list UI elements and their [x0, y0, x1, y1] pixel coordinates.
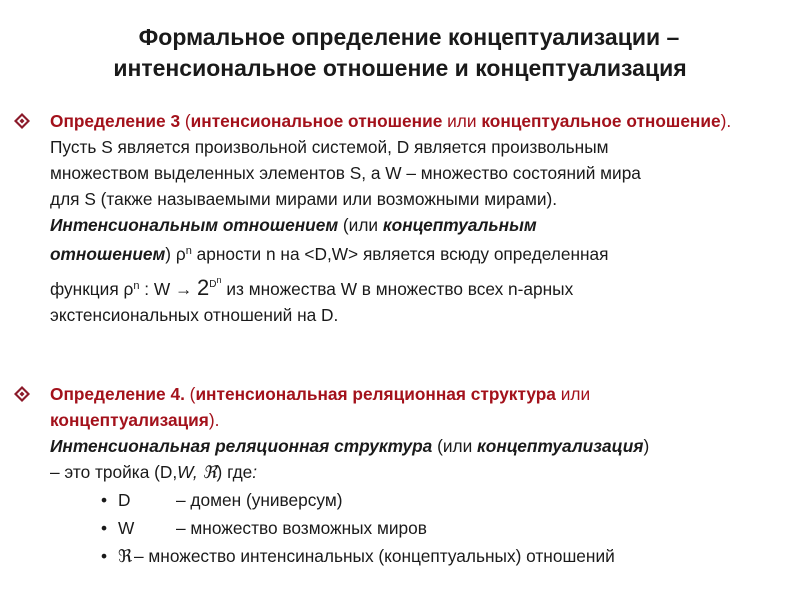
paren-close: ). [720, 111, 732, 131]
triple-symbols: W, ℜ [177, 462, 217, 482]
triple-where: ) где [216, 462, 253, 482]
term-relational-structure: интенсиональная реляционная структура [195, 384, 556, 404]
paren-close: ). [208, 410, 220, 430]
bullet-dot: • [101, 546, 108, 566]
definition-4-text [50, 381, 795, 485]
slide-title [0, 22, 800, 84]
list-description: – домен (универсум) [176, 490, 343, 510]
superscript-n-3: n [216, 275, 222, 285]
bullet-dot: • [101, 518, 108, 538]
definition-4-label: Определение 4. [50, 384, 185, 404]
term-conceptual-relation: концептуальное отношение [481, 111, 721, 131]
list-symbol: W [118, 518, 135, 538]
def3-line-a: Пусть S является произвольной системой, D является произвольным [50, 137, 609, 157]
superscript-d: D [209, 279, 217, 290]
list-symbol: D [118, 490, 131, 510]
term-conceptualization: концептуализация [50, 410, 209, 430]
def3-line-c: для S (также называемыми мирами или возможными мирами). [50, 189, 558, 209]
term-intensional-relation: интенсиональное отношение [190, 111, 443, 131]
definition-3-label: Определение 3 [50, 111, 181, 131]
superscript-n: n [185, 245, 192, 257]
paren-open: ( [184, 384, 196, 404]
list-symbol: ℜ [118, 546, 133, 566]
title-line-1: Формальное определение концептуализации – [138, 24, 680, 50]
or-word: или [555, 384, 591, 404]
relation-term: отношением [50, 244, 166, 264]
conceptual-term: концептуальным [382, 215, 537, 235]
bullet-dot: • [101, 490, 108, 510]
list-description: – множество возможных миров [176, 518, 427, 538]
arity-text: арности n на <D,W> является всюду определенная [191, 244, 609, 264]
paren-open: ( [180, 111, 191, 131]
colon: : [252, 462, 258, 482]
or-open: (или [338, 215, 383, 235]
triple-text: – это тройка (D, [50, 462, 178, 482]
relational-structure-term: Интенсиональная реляционная структура [50, 436, 433, 456]
diamond-bullet-icon [13, 385, 31, 403]
superscript-n-2: n [133, 280, 140, 292]
conceptualization-term: концептуализация [477, 436, 644, 456]
function-text: функция ρ [50, 279, 134, 299]
diamond-bullet-icon [13, 112, 31, 130]
or-open: (или [432, 436, 478, 456]
list-description: – множество интенсинальных (концептуальных) отношений [134, 546, 615, 566]
intensional-relation-term: Интенсиональным отношением [50, 215, 339, 235]
def3-line-b: множеством выделенных элементов S, а W – множество состояний мира [50, 163, 641, 183]
or-word: или [442, 111, 482, 131]
power-base-two: 2 [197, 275, 210, 300]
mapping-text: : W → [139, 279, 198, 299]
paren-close-2: ) [643, 436, 650, 456]
rho-text: ) ρ [165, 244, 186, 264]
definition-3-text [50, 108, 795, 328]
def3-line-last: экстенсиональных отношений на D. [50, 305, 339, 325]
title-line-2: интенсиональное отношение и концептуализация [113, 55, 687, 81]
codomain-text: из множества W в множество всех n-арных [221, 279, 574, 299]
